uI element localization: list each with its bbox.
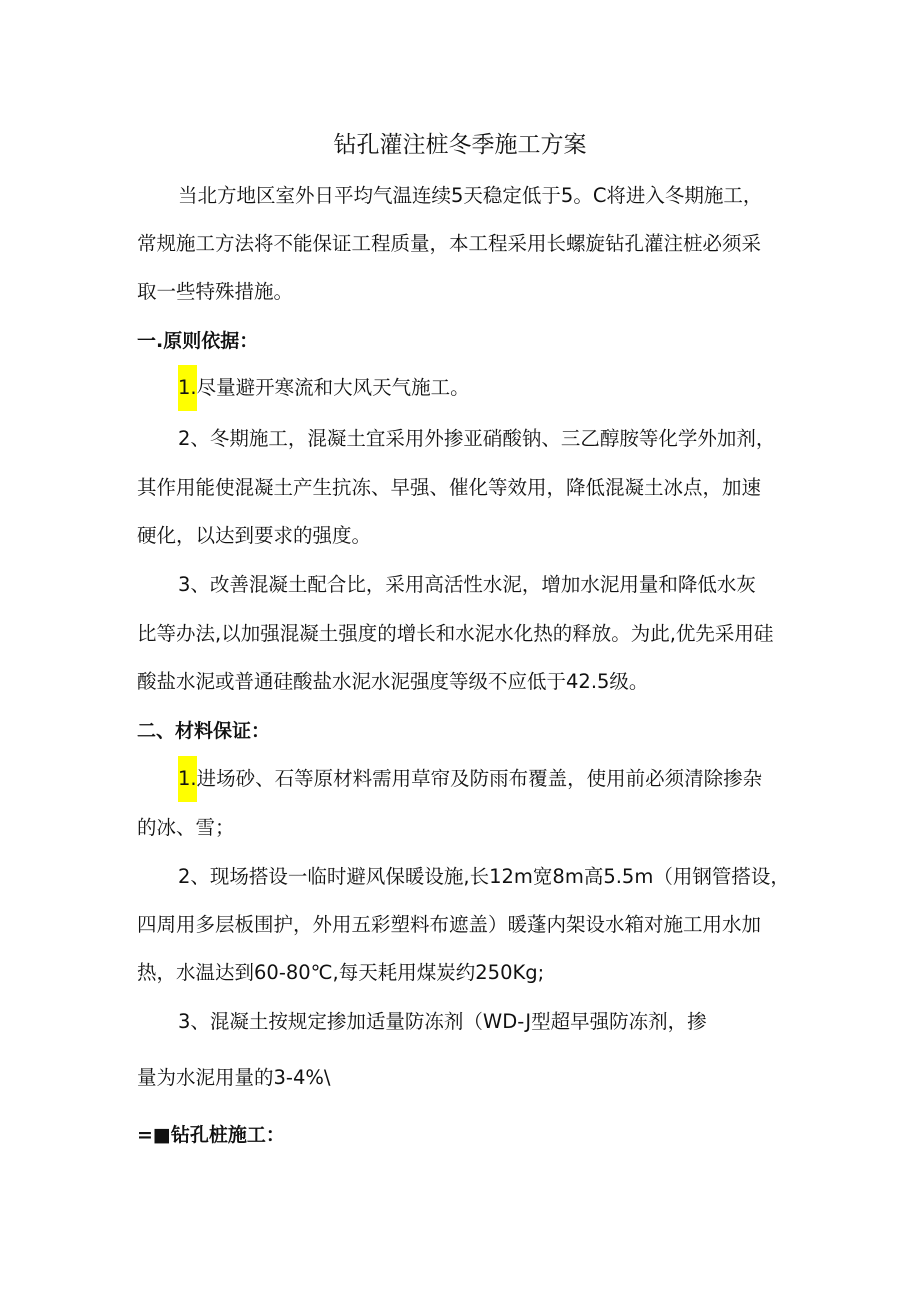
section2-item1-line-2: 的冰、雪； — [137, 816, 235, 839]
highlighted-number: 1. — [178, 365, 197, 411]
section1-item3-line-2: 比等办法,以加强混凝土强度的增长和水泥水化热的释放。为此,优先采用硅 — [137, 622, 774, 645]
section2-item2-line-3: 热，水温达到60-80℃,每天耗用煤炭约250Kg; — [137, 961, 545, 984]
section2-item2-line-1: 2、现场搭设一临时避风保暖设施,长12m宽8m高5.5m（用钢管搭设， — [178, 865, 790, 888]
highlighted-number: 1. — [178, 756, 197, 802]
document-title: 钻孔灌注桩冬季施工方案 — [333, 132, 587, 158]
section1-item3-line-1: 3、改善混凝土配合比，采用高活性水泥，增加水泥用量和降低水灰 — [178, 573, 756, 596]
section1-item2-line-3: 硬化，以达到要求的强度。 — [137, 524, 372, 547]
section2-item3-line-2: 量为水泥用量的3-4%\ — [137, 1066, 331, 1089]
section1-item1 — [178, 373, 470, 403]
section2-item3-line-1: 3、混凝土按规定掺加适量防冻剂（WD-J型超早强防冻剂，掺 — [178, 1010, 707, 1033]
intro-line-2: 常规施工方法将不能保证工程质量，本工程采用长螺旋钻孔灌注桩必须采 — [137, 232, 762, 255]
section1-item2-line-1: 2、冬期施工，混凝土宜采用外掺亚硝酸钠、三乙醇胺等化学外加剂， — [178, 427, 776, 450]
section3-heading: =■钻孔桩施工： — [137, 1124, 285, 1146]
section2-heading: 二、材料保证： — [137, 720, 271, 742]
section1-item1-text: 尽量避开寒流和大风天气施工。 — [196, 376, 470, 399]
intro-line-1: 当北方地区室外日平均气温连续5天稳定低于5。C将进入冬期施工， — [178, 184, 763, 207]
section2-item2-line-2: 四周用多层板围护，外用五彩塑料布遮盖）暖蓬内架设水箱对施工用水加 — [137, 913, 762, 936]
section1-item2-line-2: 其作用能使混凝土产生抗冻、早强、催化等效用，降低混凝土冰点，加速 — [137, 476, 762, 499]
section1-heading: 一.原则依据： — [137, 330, 259, 352]
section2-item1-text: 进场砂、石等原材料需用草帘及防雨布覆盖，使用前必须清除掺杂 — [196, 767, 763, 790]
intro-line-3: 取一些特殊措施。 — [137, 280, 294, 303]
section1-item3-line-3: 酸盐水泥或普通硅酸盐水泥水泥强度等级不应低于42.5级。 — [137, 670, 649, 693]
section2-item1-line-1 — [178, 764, 762, 794]
